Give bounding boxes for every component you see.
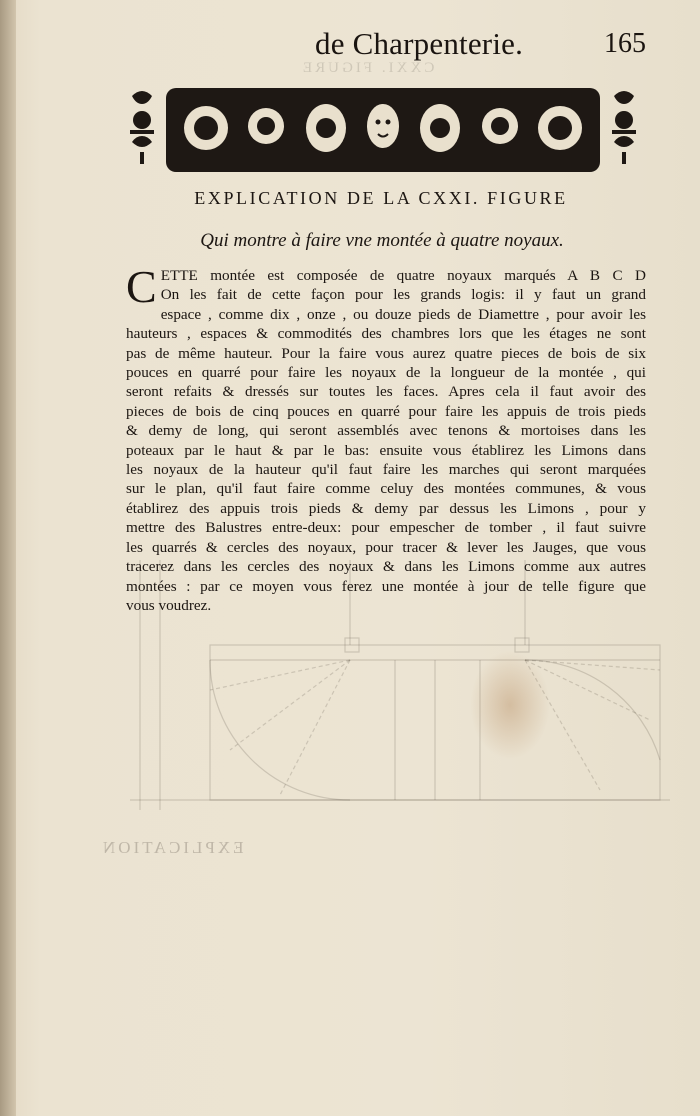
water-stain — [470, 650, 550, 760]
show-through-bottom: EXPLICATION — [100, 838, 244, 857]
text-line: hauteurs , espaces & commodités des chambres lors que les étages ne sont — [126, 325, 646, 343]
text-line: mettre des Balustres entre-deux: pour empescher de tomber , il faut suivre — [126, 519, 646, 537]
text-line: montées : par ce moyen vous ferez une montée à jour de telle figure que — [126, 577, 646, 595]
binding-gutter — [0, 0, 16, 1116]
text-line: les quarrés & cercles des noyaux, pour tracer & lever les Jauges, que vous — [126, 538, 646, 556]
text-line: espace , comme dix , onze , ou douze pieds de Diamettre , pour avoir les — [160, 305, 646, 323]
drop-cap: C — [126, 261, 157, 312]
text-line: tracerez dans les cercles des noyaux & dans les Limons comme aux autres — [126, 558, 646, 576]
text-line: pieces de bois de cinq pouces en quarré pour faire les appuis de trois pieds — [126, 402, 646, 420]
text-line: pouces en quarré pour faire les noyaux de la longueur de la montée , qui — [126, 364, 646, 382]
running-title: de Charpenterie. — [315, 26, 524, 61]
text-line: ETTE montée est composée de quatre noyaux marqués A B C D — [160, 267, 646, 284]
section-subheading: Qui montre à faire vne montée à quatre noyaux. — [200, 230, 564, 251]
page-number: 165 — [604, 28, 646, 59]
text-line: sur le plan, qu'il faut faire comme celuy des montées communes, & vous — [126, 480, 646, 498]
text-line: & demy de long, qui seront assemblés avec tenons & mortoises dans les — [126, 422, 646, 440]
show-through-top: CXXI. FIGURE — [300, 60, 435, 76]
text-line: les noyaux de la hauteur qu'il faut faire les marches qui seront marquées — [126, 461, 646, 479]
text-line: poteaux par le haut & par le bas: ensuite vous établirez les Limons dans — [126, 441, 646, 459]
text-line: pas de même hauteur. Pour la faire vous aurez quatre pieces de bois de six — [126, 344, 646, 362]
text-line: vous voudrez. — [126, 596, 212, 614]
text-line: On les fait de cette façon pour les grands logis: il y faut un grand — [160, 286, 646, 304]
body-paragraph — [126, 261, 646, 615]
text-line: établirez des appuis trois pieds & demy par dessus les Limons , pour y — [126, 499, 646, 517]
woodcut-headpiece — [126, 82, 640, 178]
section-heading: EXPLICATION DE LA CXXI. FIGURE — [194, 188, 568, 208]
text-line: seront refaits & dressés sur toutes les faces. Apres cela il faut avoir des — [126, 383, 646, 401]
